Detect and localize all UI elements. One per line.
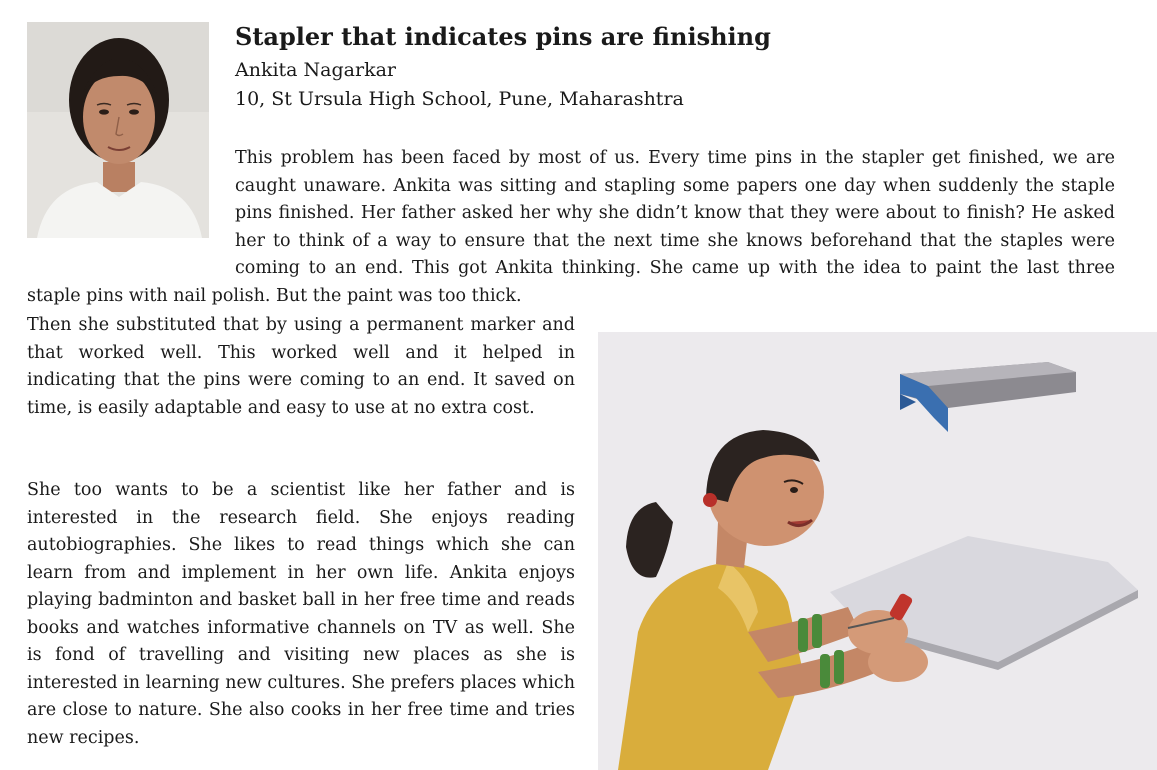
article-title: Stapler that indicates pins are finishing: [235, 22, 771, 51]
girl-stapling-illustration: [598, 332, 1157, 770]
paragraph-interests: She too wants to be a scientist like her father and is interested in the research field. She enjoys reading autobiographies. She likes to read things which she can learn from and implement in her own life. Ankita enjoys playing badminton and basket ball in her free time and reads books and watches informative channels on TV as well. She is fond of travelling and visiting new places as she is interested in learning new cultures. She prefers places which are close to nature. She also cooks in her free time and tries new recipes.: [27, 480, 575, 748]
stapler-illustration: [598, 332, 1157, 770]
author-school: 10, St Ursula High School, Pune, Maharashtra: [235, 88, 684, 110]
paragraph-intro: This problem has been faced by most of us. Every time pins in the stapler get finished, we are caught unaware. Ankita was sitting and stapling some papers one day when suddenly the staple pins finished. Her father asked her why she didn’t know that they were about to finish? He asked her to think of a way to ensure that the next time she knows beforehand that the staples were coming to an end. This got Ankita thinking. She came up with the idea to paint the last three staple pins with nail polish. But the paint was too thick.: [27, 148, 1115, 306]
author-name: Ankita Nagarkar: [235, 59, 396, 81]
paragraph-solution: Then she substituted that by using a permanent marker and that worked well. This worked well and it helped in indicating that the pins were coming to an end. It saved on time, is easily adaptable and easy to use at no extra cost.: [27, 315, 575, 418]
